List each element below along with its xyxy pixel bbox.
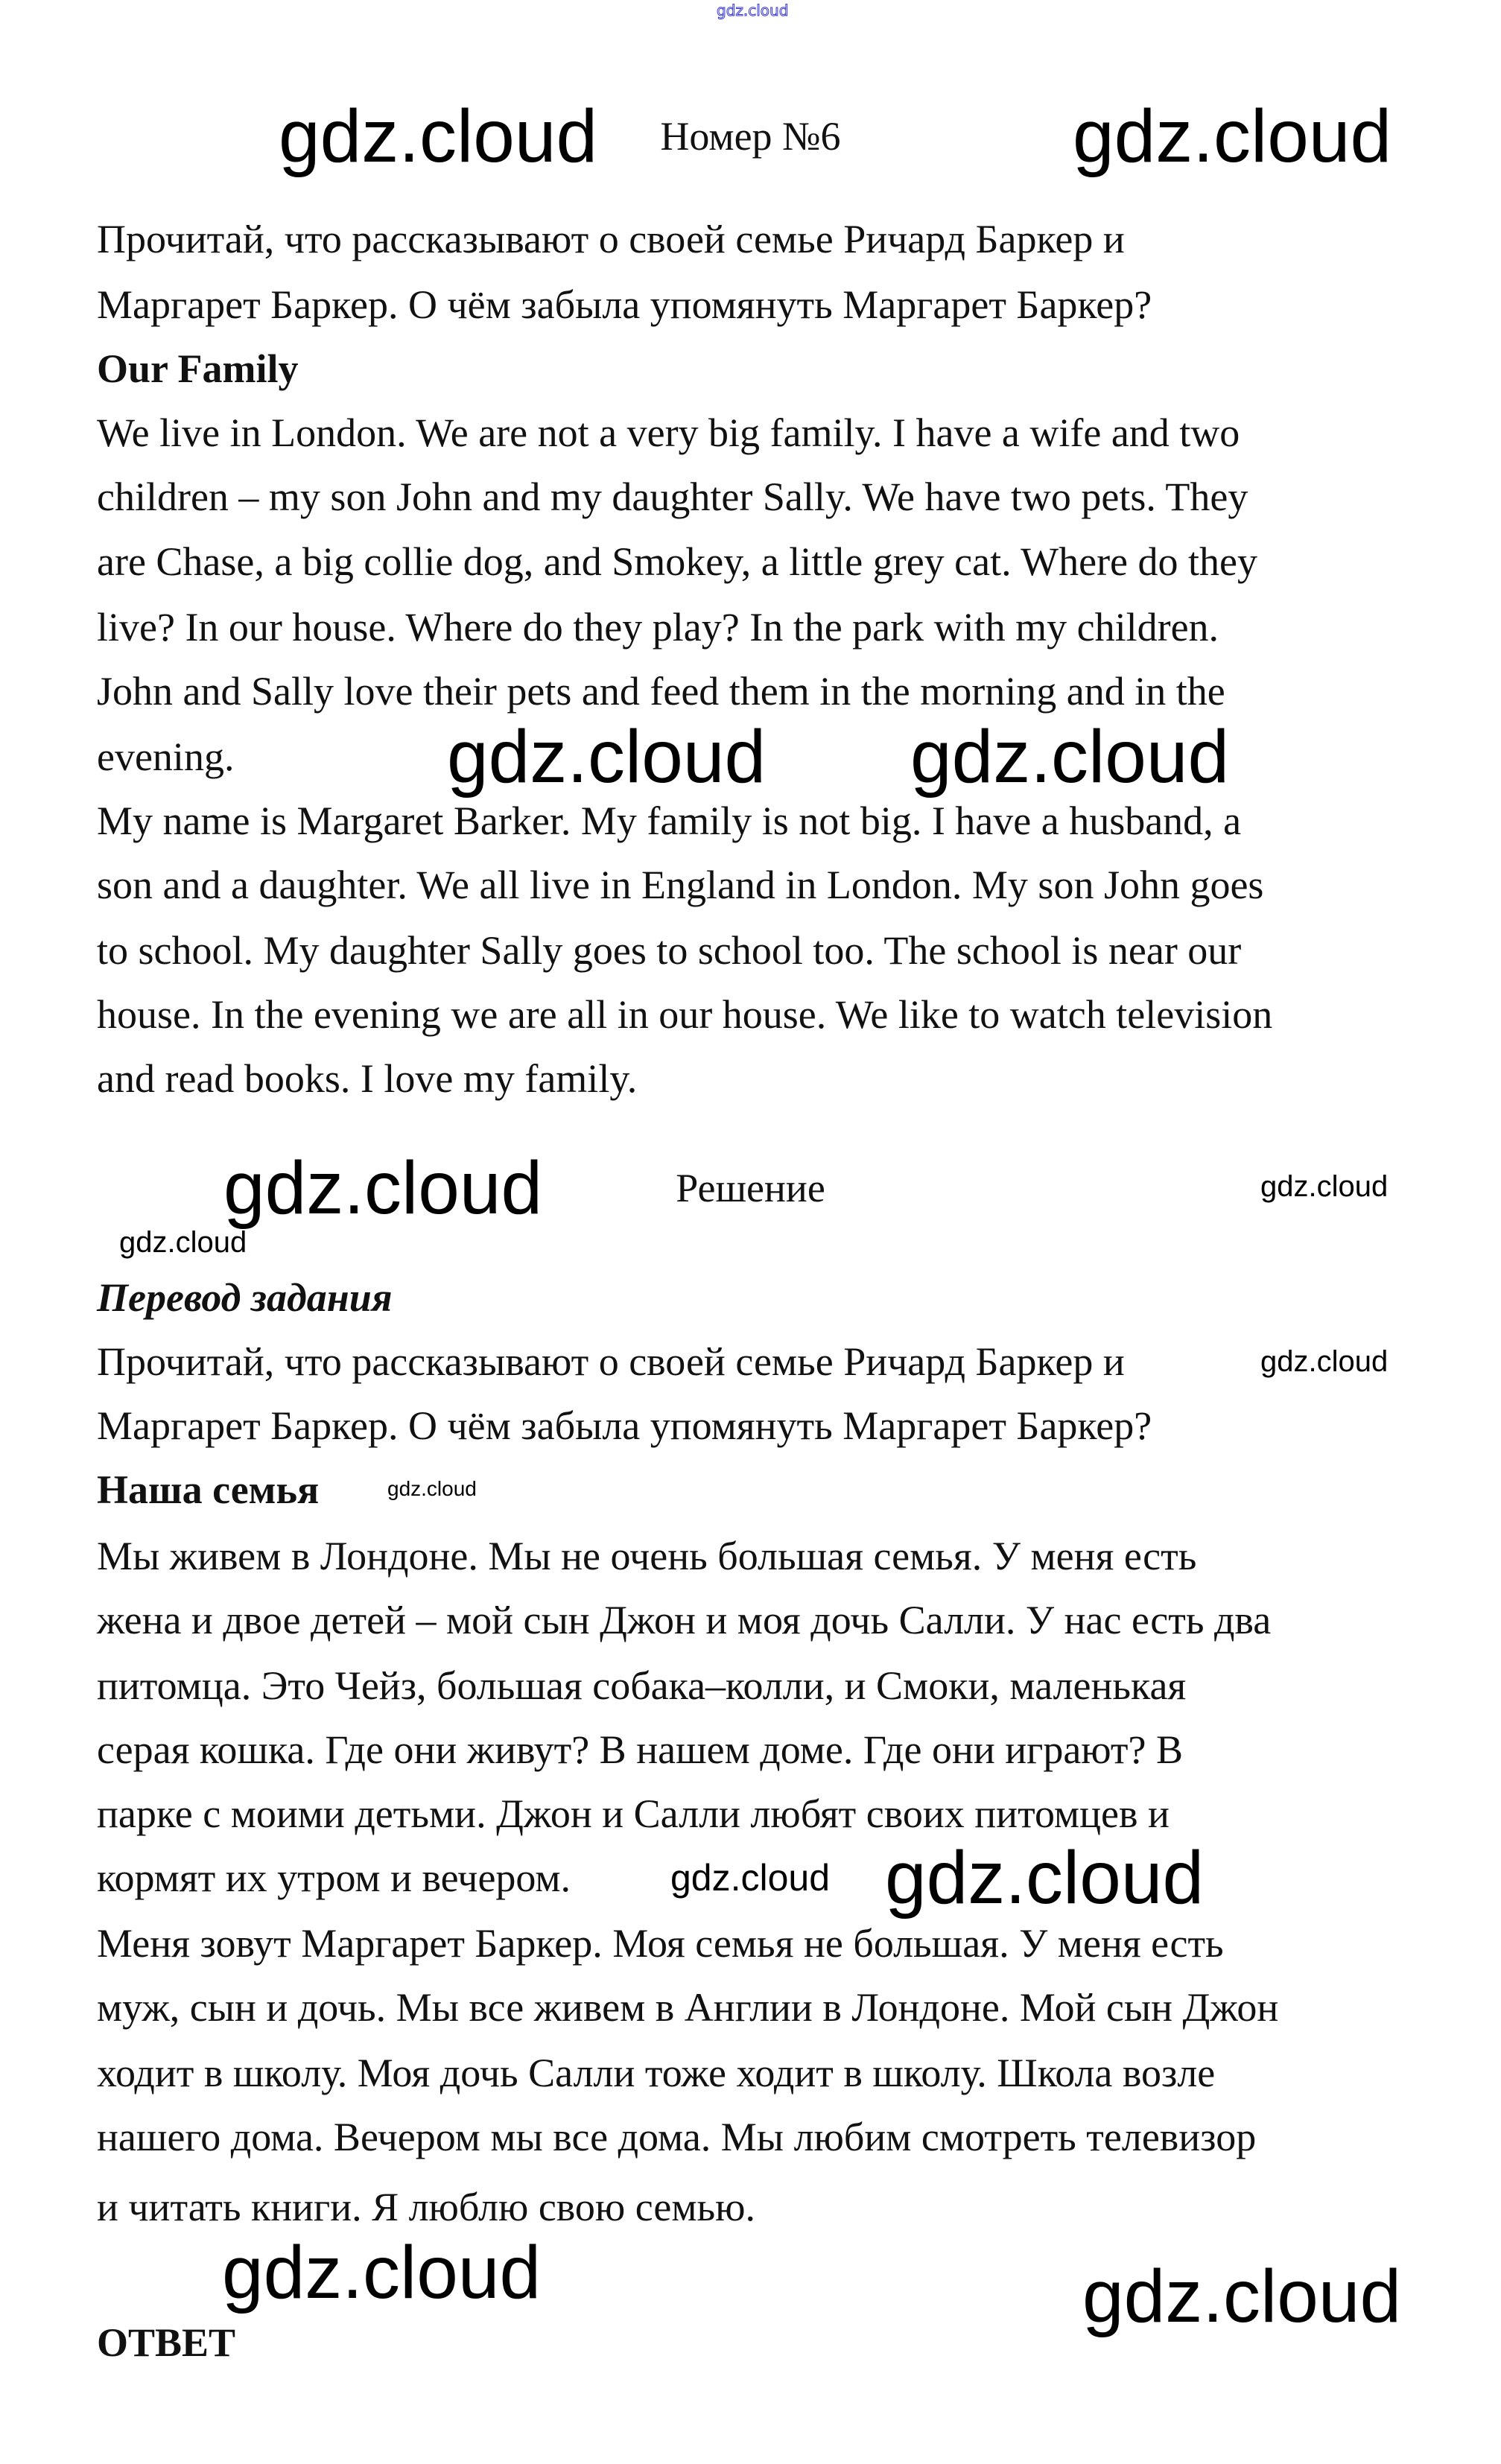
text-line: are Chase, a big collie dog, and Smokey, a little grey cat. Where do they	[97, 539, 1257, 584]
watermark: gdz.cloud	[222, 2231, 542, 2314]
text-line: Меня зовут Маргарет Баркер. Моя семья не большая. У меня есть	[97, 1921, 1224, 1966]
text-line: серая кошка. Где они живут? В нашем доме. Где они играют? В	[97, 1727, 1183, 1772]
answer-heading: ОТВЕТ	[97, 2320, 236, 2365]
instruction-line: Прочитай, что рассказывают о своей семье Ричард Баркер и	[97, 1339, 1125, 1384]
text-line: children – my son John and my daughter Sally. We have two pets. They	[97, 474, 1248, 519]
text-line: нашего дома. Вечером мы все дома. Мы любим смотреть телевизор	[97, 2115, 1257, 2159]
text-line: son and a daughter. We all live in England in London. My son John goes	[97, 863, 1264, 907]
text-line: жена и двое детей – мой сын Джон и моя дочь Салли. У нас есть два	[97, 1598, 1272, 1642]
text-line: муж, сын и дочь. Мы все живем в Англии в Лондоне. Мой сын Джон	[97, 1985, 1279, 2030]
text-title: Наша семья	[97, 1467, 320, 1512]
watermark: gdz.cloud	[447, 715, 767, 798]
text-line: and read books. I love my family.	[97, 1056, 638, 1101]
instruction-line: Маргарет Баркер. О чём забыла упомянуть Маргарет Баркер?	[97, 1403, 1152, 1448]
text-line: ходит в школу. Моя дочь Салли тоже ходит в школу. Школа возле	[97, 2051, 1216, 2095]
watermark-small: gdz.cloud	[670, 1857, 831, 1899]
instruction-line: Маргарет Баркер. О чём забыла упомянуть Маргарет Баркер?	[97, 282, 1152, 327]
text-line: John and Sally love their pets and feed them in the morning and in the	[97, 669, 1225, 714]
watermark-top: gdz.cloud	[717, 1, 789, 19]
text-line: to school. My daughter Sally goes to school too. The school is near our	[97, 928, 1242, 973]
solution-heading: Решение	[676, 1166, 825, 1210]
text-line: кормят их утром и вечером.	[97, 1855, 571, 1900]
watermark-small: gdz.cloud	[119, 1226, 247, 1259]
text-line: питомца. Это Чейз, большая собака–колли, и Смоки, маленькая	[97, 1663, 1187, 1708]
text-line: house. In the evening we are all in our house. We like to watch television	[97, 992, 1273, 1037]
text-line: и читать книги. Я люблю свою семью.	[97, 2185, 755, 2229]
text-title: Our Family	[97, 346, 299, 391]
translation-heading: Перевод задания	[97, 1275, 393, 1320]
text-line: We live in London. We are not a very big family. I have a wife and two	[97, 410, 1240, 455]
text-line: Мы живем в Лондоне. Мы не очень большая семья. У меня есть	[97, 1534, 1197, 1578]
instruction-line: Прочитай, что рассказывают о своей семье Ричард Баркер и	[97, 217, 1125, 261]
watermark: gdz.cloud	[910, 715, 1230, 798]
text-line: парке с моими детьми. Джон и Салли любят своих питомцев и	[97, 1791, 1170, 1836]
text-line: My name is Margaret Barker. My family is not big. I have a husband, a	[97, 798, 1242, 843]
watermark-small: gdz.cloud	[387, 1477, 477, 1500]
watermark: gdz.cloud	[885, 1836, 1205, 1920]
watermark: gdz.cloud	[1082, 2255, 1402, 2338]
watermark-small: gdz.cloud	[1260, 1345, 1389, 1378]
watermark: gdz.cloud	[223, 1146, 543, 1230]
page-title: Номер №6	[660, 114, 841, 159]
text-line: evening.	[97, 734, 235, 779]
watermark: gdz.cloud	[279, 95, 598, 178]
text-line: live? In our house. Where do they play? In the park with my children.	[97, 605, 1219, 650]
watermark: gdz.cloud	[1073, 95, 1392, 178]
watermark-small: gdz.cloud	[1260, 1170, 1389, 1203]
